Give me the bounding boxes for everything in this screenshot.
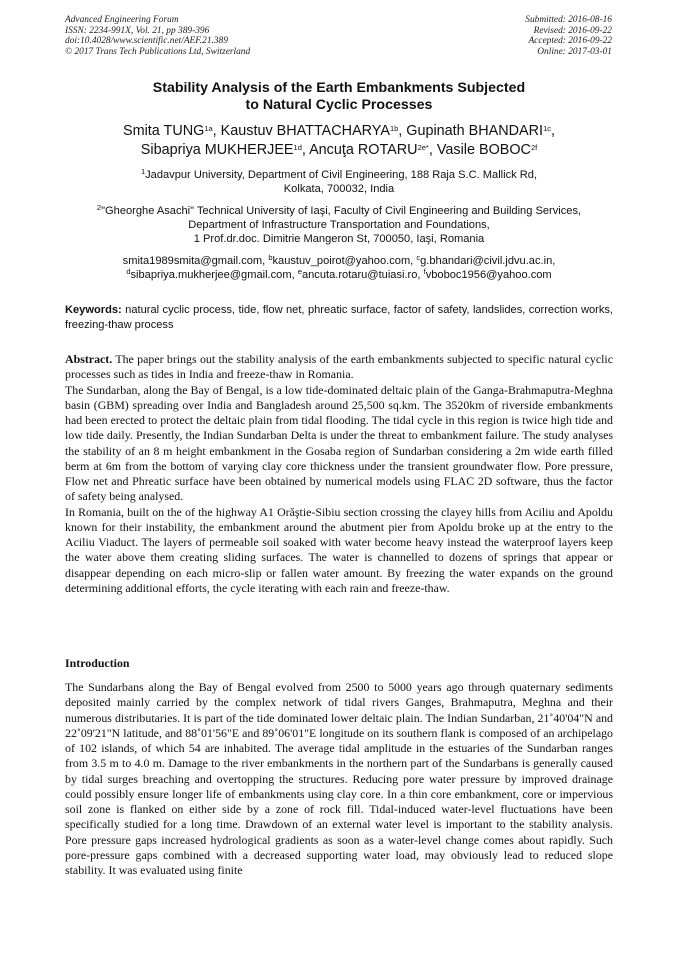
affiliation-2-line-3: 1 Prof.dr.doc. Dimitrie Mangeron St, 700050, Iaşi, Romania [193, 233, 485, 246]
email-mark: c [416, 253, 421, 262]
affiliation-1 [0, 168, 678, 196]
title-line-1: Stability Analysis of the Earth Embankments Subjected [152, 80, 526, 96]
section-heading-introduction: Introduction [65, 656, 130, 670]
abstract-text: The paper brings out the stability analysis of the earth embankments subjected to specific natural cyclic processes such as tides in India and freeze-thaw in Romania. [65, 352, 613, 382]
author-affil-mark: 1a [204, 124, 213, 133]
copyright: © 2017 Trans Tech Publications Ltd, Switzerland [65, 46, 251, 57]
author-affil-mark: 2f [530, 143, 538, 152]
email-link[interactable]: sibapriya.mukherjee@gmail.com, [130, 269, 298, 282]
author-separator: , [212, 123, 221, 139]
email-link[interactable]: g.bhandari@civil.jdvu.ac.in, [420, 255, 556, 267]
author-name: Smita TUNG [123, 123, 205, 139]
author-name: Vasile BOBOC [436, 142, 531, 158]
affiliation-2-line-1 [0, 204, 678, 218]
affiliation-1-line-2: Kolkata, 700032, India [283, 183, 395, 196]
email-mark: f [423, 267, 426, 277]
author-emails [0, 254, 678, 282]
issn: ISSN: 2234-991X, Vol. 21, pp 389-396 [65, 25, 210, 36]
email-link[interactable]: vboboc1956@yahoo.com [425, 269, 552, 282]
author-separator: , [550, 123, 555, 139]
accepted-date: Accepted: 2016-09-22 [528, 36, 612, 47]
emails-line-1 [0, 254, 678, 268]
affiliation-2 [0, 204, 678, 247]
journal-name: Advanced Engineering Forum [65, 15, 179, 25]
author-affil-mark: 1b [389, 124, 399, 133]
affil-text: Jadavpur University, Department of Civil Engineering, 188 Raja S.C. Mallick Rd, [145, 169, 538, 181]
authors-line-1 [0, 122, 678, 141]
paper-title [0, 80, 678, 114]
author-name: Gupinath BHANDARI [406, 123, 544, 139]
abstract [65, 352, 613, 596]
abstract-paragraph: In Romania, built on the of the highway A1 Orăştie-Sibiu section crossing the clayey hills from Aciliu and Apoldu known for their instability, the embankment around the abutment pier from Apoldu broke up at the entry to the Aciliu Viaduct. The layers of permeable soil soaked with water become heavy instead the waterproof layers keep the water above them creating sliding surfaces. The water is channelled to dozens of springs that appear or disappear depending on each micro-slip or fallen water amount. By freezing the water expands on the ground determining additional efforts, the cycle iterating with each rain and freeze-thaw. [65, 504, 613, 595]
author-name: Kaustuv BHATTACHARYA [220, 123, 390, 139]
revised-date: Revised: 2016-09-22 [533, 25, 612, 36]
author-name: Ancuţa ROTARU [309, 142, 418, 158]
abstract-paragraph [65, 352, 613, 383]
author-affil-mark: 2e* [417, 143, 429, 152]
author-separator: , [428, 142, 437, 158]
submitted-date: Submitted: 2016-08-16 [525, 15, 612, 25]
email-mark: e [297, 267, 302, 277]
email-mark: d [126, 267, 131, 277]
email-link[interactable]: kaustuv_poirot@yahoo.com, [272, 255, 417, 267]
online-date: Online: 2017-03-01 [537, 46, 612, 57]
email-link[interactable]: ancuta.rotaru@tuiasi.ro, [301, 269, 424, 282]
author-separator: , [301, 142, 310, 158]
keywords [65, 303, 613, 332]
author-name: Sibapriya MUKHERJEE [140, 142, 294, 158]
journal-info [65, 15, 250, 57]
author-list [0, 122, 678, 160]
doi: doi:10.4028/www.scientific.net/AEF.21.389 [65, 36, 228, 47]
introduction-paragraph: The Sundarbans along the Bay of Bengal evolved from 2500 to 5000 years ago through quaternary sediments deposited mainly carried by the complex network of tidal rivers Ganges, Brahmaputra, Meghna and their numerous distributaries. It is part of the tide dominated lower deltaic plain. The Indian Sundarban, 21˚40'04"N and 22˚09'21"N latitude, and 88˚01'56"E and 89˚06'01"E longitude on its southern flank is composed of an archipelago of 102 islands, of which 54 are inhabited. The average tidal amplitude in the estuaries of the Sundarban ranges from 3.5 m to 4.0 m. Damage to the river embankments in the northern part of the Sundarbans is generally caused by tidal surges breaching and overtopping the structures. Reducing pore water pressure by improved drainage could possibly ensure longer life of embankments using clay core. In a thin core embankment, core or impervious soil zone is flanked on either side by a zone of rock fill. Tidal-induced water-level fluctuations have been specifically studied for a long time. Drawdown of an external water level is important to the stability analysis. Pore pressure gaps increased hydrological gradients as soon as a water-level change comes about rapidly. Such pore-pressure gaps combined with a decreased supporting water load, may obviously lead to reduced slope stability. It was evaluated using finite [65, 680, 613, 877]
introduction-body [65, 680, 613, 878]
affil-mark: 1 [140, 167, 146, 176]
abstract-paragraph: The Sundarban, along the Bay of Bengal, is a low tide-dominated deltaic plain of the Ganga-Brahmaputra-Meghna basin (GBM) spreading over India and Bangladesh around 25,500 sq.km. The 3520km of riverside embankments had been erected to protect the deltaic plain from tidal flooding. The tidal cycle in this region is twice high tide and low tide daily. Presently, the Indian Sundarban Delta is under the threat to embankment failure. The study analyses the stability of an 8 m height embankment in the Gosaba region of Sundarban considering a 2m wide earth filled berm at 6m from the bottom of varying clay core thickness under the transient groundwater flow. Pore pressure, Flow net and Phreatic surface have been obtained by numerical models using FLAC 2D software, thus the factor of safety being analysed. [65, 382, 613, 504]
author-separator: , [398, 123, 407, 139]
affiliation-1-line-1 [0, 168, 678, 182]
affil-mark: 2 [96, 203, 102, 212]
email-link[interactable]: smita1989smita@gmail.com, [122, 255, 269, 267]
author-affil-mark: 1d [293, 143, 302, 152]
affiliation-2-line-2: Department of Infrastructure Transportation and Foundations, [188, 219, 490, 232]
emails-line-2 [0, 268, 678, 282]
keywords-label: Keywords: [65, 304, 122, 316]
author-affil-mark: 1c [543, 124, 551, 133]
abstract-label: Abstract. [65, 352, 113, 366]
authors-line-2 [0, 141, 678, 160]
publication-dates [525, 15, 612, 57]
affil-text: "Gheorghe Asachi" Technical University of Iaşi, Faculty of Civil Engineering and Building Services, [101, 205, 582, 217]
title-line-2: to Natural Cyclic Processes [245, 97, 433, 113]
email-mark: b [268, 253, 273, 262]
keywords-text: natural cyclic process, tide, flow net, phreatic surface, factor of safety, landslides, correction works, freezing-thaw process [65, 304, 613, 331]
